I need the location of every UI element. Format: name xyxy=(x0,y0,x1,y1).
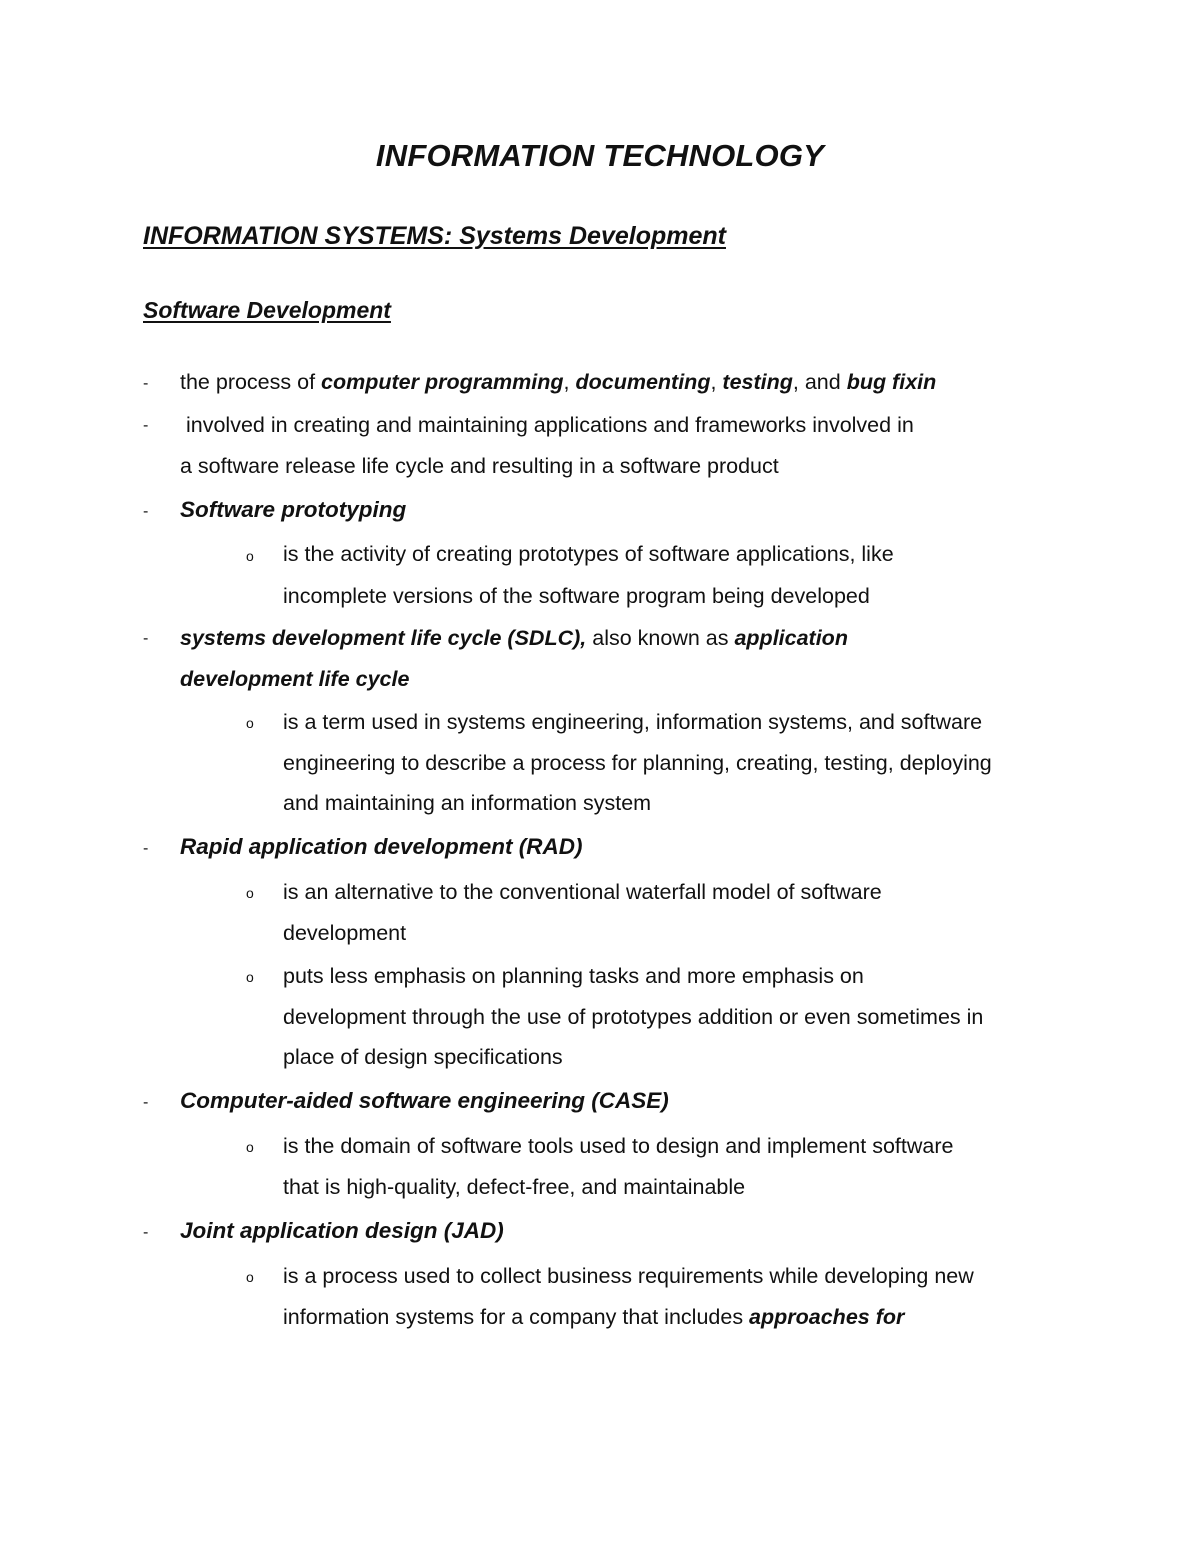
term-sdlc-line-1: systems development life cycle (SDLC), also known as application xyxy=(180,626,848,650)
rad-desc-1-line-1: is an alternative to the conventional waterfall model of software xyxy=(283,880,882,904)
sd-definition-line: the process of computer programming, documenting, testing, and bug fixin xyxy=(180,370,937,394)
rad-desc-2-line-1: puts less emphasis on planning tasks and more emphasis on xyxy=(283,964,864,988)
prototyping-desc-line-2: incomplete versions of the software program being developed xyxy=(283,584,870,608)
sub-bullet: o xyxy=(246,1269,254,1285)
rad-desc-1-line-2: development xyxy=(283,921,407,945)
sdlc-desc-line-3: and maintaining an information system xyxy=(283,791,652,815)
section-heading: Software Development xyxy=(143,297,391,323)
sd-involvement-line-1: involved in creating and maintaining applications and frameworks involved in xyxy=(180,413,914,437)
sdlc-desc-line-1: is a term used in systems engineering, information systems, and software xyxy=(283,710,983,734)
sub-bullet: o xyxy=(246,969,254,985)
sub-bullet: o xyxy=(246,548,254,564)
dash-bullet: - xyxy=(143,503,149,520)
prototyping-desc-line-1: is the activity of creating prototypes of software applications, like xyxy=(283,542,894,566)
dash-bullet: - xyxy=(143,417,149,434)
dash-bullet: - xyxy=(143,375,149,392)
term-sdlc-line-2: development life cycle xyxy=(180,667,410,691)
term-case: Computer-aided software engineering (CASE) xyxy=(180,1088,669,1113)
case-desc-line-1: is the domain of software tools used to design and implement software xyxy=(283,1134,954,1158)
sub-bullet: o xyxy=(246,715,254,731)
sdlc-desc-line-2: engineering to describe a process for planning, creating, testing, deploying xyxy=(283,751,992,775)
term-rad: Rapid application development (RAD) xyxy=(180,834,583,859)
document-subtitle: INFORMATION SYSTEMS: Systems Development xyxy=(143,222,726,250)
document-title: INFORMATION TECHNOLOGY xyxy=(375,138,825,173)
sub-bullet: o xyxy=(246,1139,254,1155)
dash-bullet: - xyxy=(143,840,149,857)
jad-desc-line-2: information systems for a company that includes approaches for xyxy=(283,1305,905,1329)
sd-involvement-line-2: a software release life cycle and resulting in a software product xyxy=(180,454,779,478)
term-software-prototyping: Software prototyping xyxy=(180,497,407,522)
sub-bullet: o xyxy=(246,885,254,901)
jad-desc-line-1: is a process used to collect business requirements while developing new xyxy=(283,1264,974,1288)
dash-bullet: - xyxy=(143,1094,149,1111)
term-jad: Joint application design (JAD) xyxy=(180,1218,504,1243)
case-desc-line-2: that is high-quality, defect-free, and maintainable xyxy=(283,1175,746,1199)
dash-bullet: - xyxy=(143,1224,149,1241)
dash-bullet: - xyxy=(143,630,149,647)
rad-desc-2-line-2: development through the use of prototypes addition or even sometimes in xyxy=(283,1005,984,1029)
rad-desc-2-line-3: place of design specifications xyxy=(283,1045,563,1069)
